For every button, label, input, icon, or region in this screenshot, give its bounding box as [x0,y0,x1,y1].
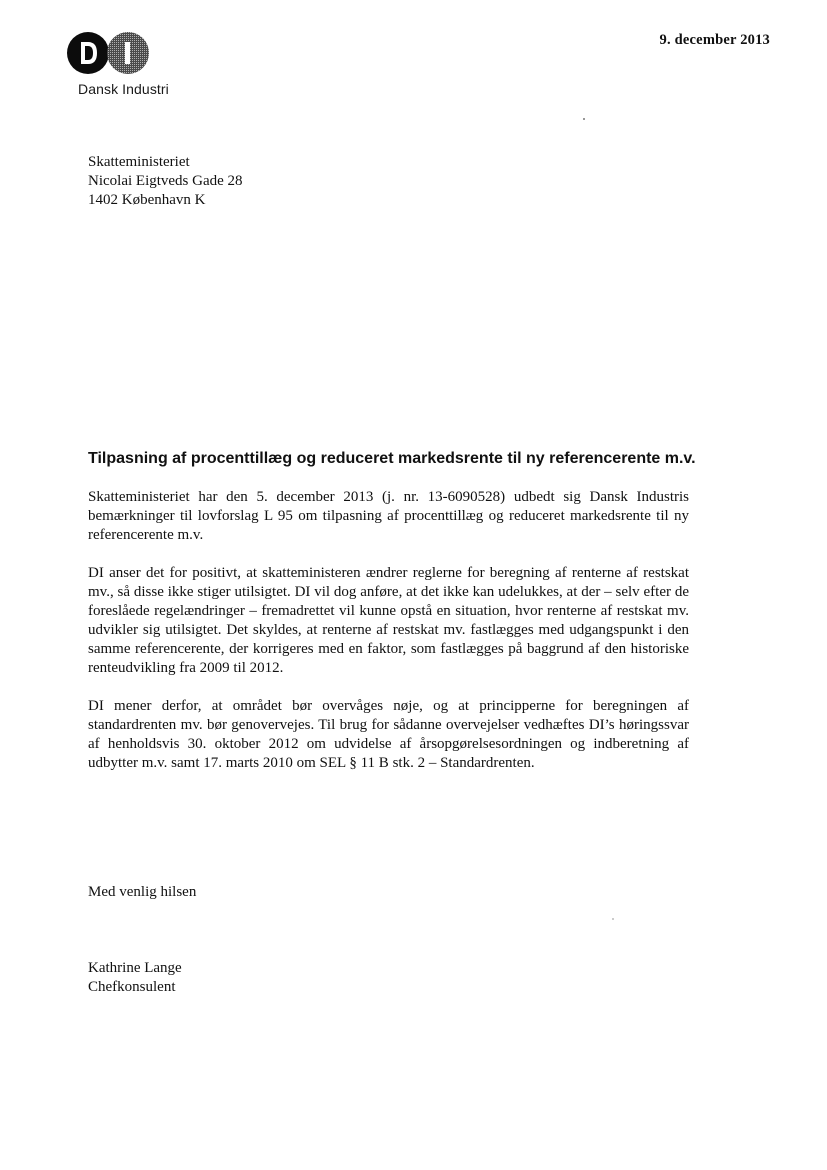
body-paragraph-1: Skatteministeriet har den 5. december 2013 (j. nr. 13-6090528) udbedt sig Dansk Industris bemærkninger til lovforslag L 95 om tilpasning af procenttillæg og reduceret markedsrente til ny referencerente m.v. [88,489,689,543]
body-paragraph-2: DI anser det for positivt, at skatteministeren ændrer reglerne for beregning af renterne af restskat mv., så disse ikke stiger utilsigtet. DI vil dog anføre, at det ikke kan udelukkes, at der – selv efter de foreslåede regelændringer – fremadrettet vil kunne opstå en situation, hvor renterne af restskat mv. udvikler sig utilsigtet. Det skyldes, at renterne af restskat mv. fastlægges med udgangspunkt i den samme referencerente, der korrigeres med en faktor, som fastlægges på baggrund af den historiske renteudvikling fra 2009 til 2012. [88,565,689,676]
letter-closing: Med venlig hilsen [88,884,197,900]
logo-caption: Dansk Industri [78,81,169,97]
recipient-name: Skatteministeriet [88,154,190,170]
recipient-address [88,153,243,210]
letter-date: 9. december 2013 [659,32,770,48]
body-paragraph-3: DI mener derfor, at området bør overvåges nøje, og at principperne for beregningen af standardrenten mv. bør genovervejes. Til brug for sådanne overvejelser vedhæftes DI’s høringssvar af henholdsvis 30. oktober 2012 om udvidelse af årsopgørelsesordningen og indberetning af udbytter m.v. samt 17. marts 2010 om SEL § 11 B stk. 2 – Standardrenten. [88,698,689,771]
signatory-name: Kathrine Lange [88,960,182,976]
letter-body [88,488,689,792]
scan-speck [583,118,585,120]
signature-block [88,959,182,997]
signatory-title: Chefkonsulent [88,979,176,995]
di-logo-mark [66,30,150,76]
recipient-city: 1402 København K [88,192,206,208]
letter-subject: Tilpasning af procenttillæg og reduceret markedsrente til ny referencerente m.v. [88,450,696,467]
recipient-street: Nicolai Eigtveds Gade 28 [88,173,243,189]
scan-speck [612,918,614,920]
